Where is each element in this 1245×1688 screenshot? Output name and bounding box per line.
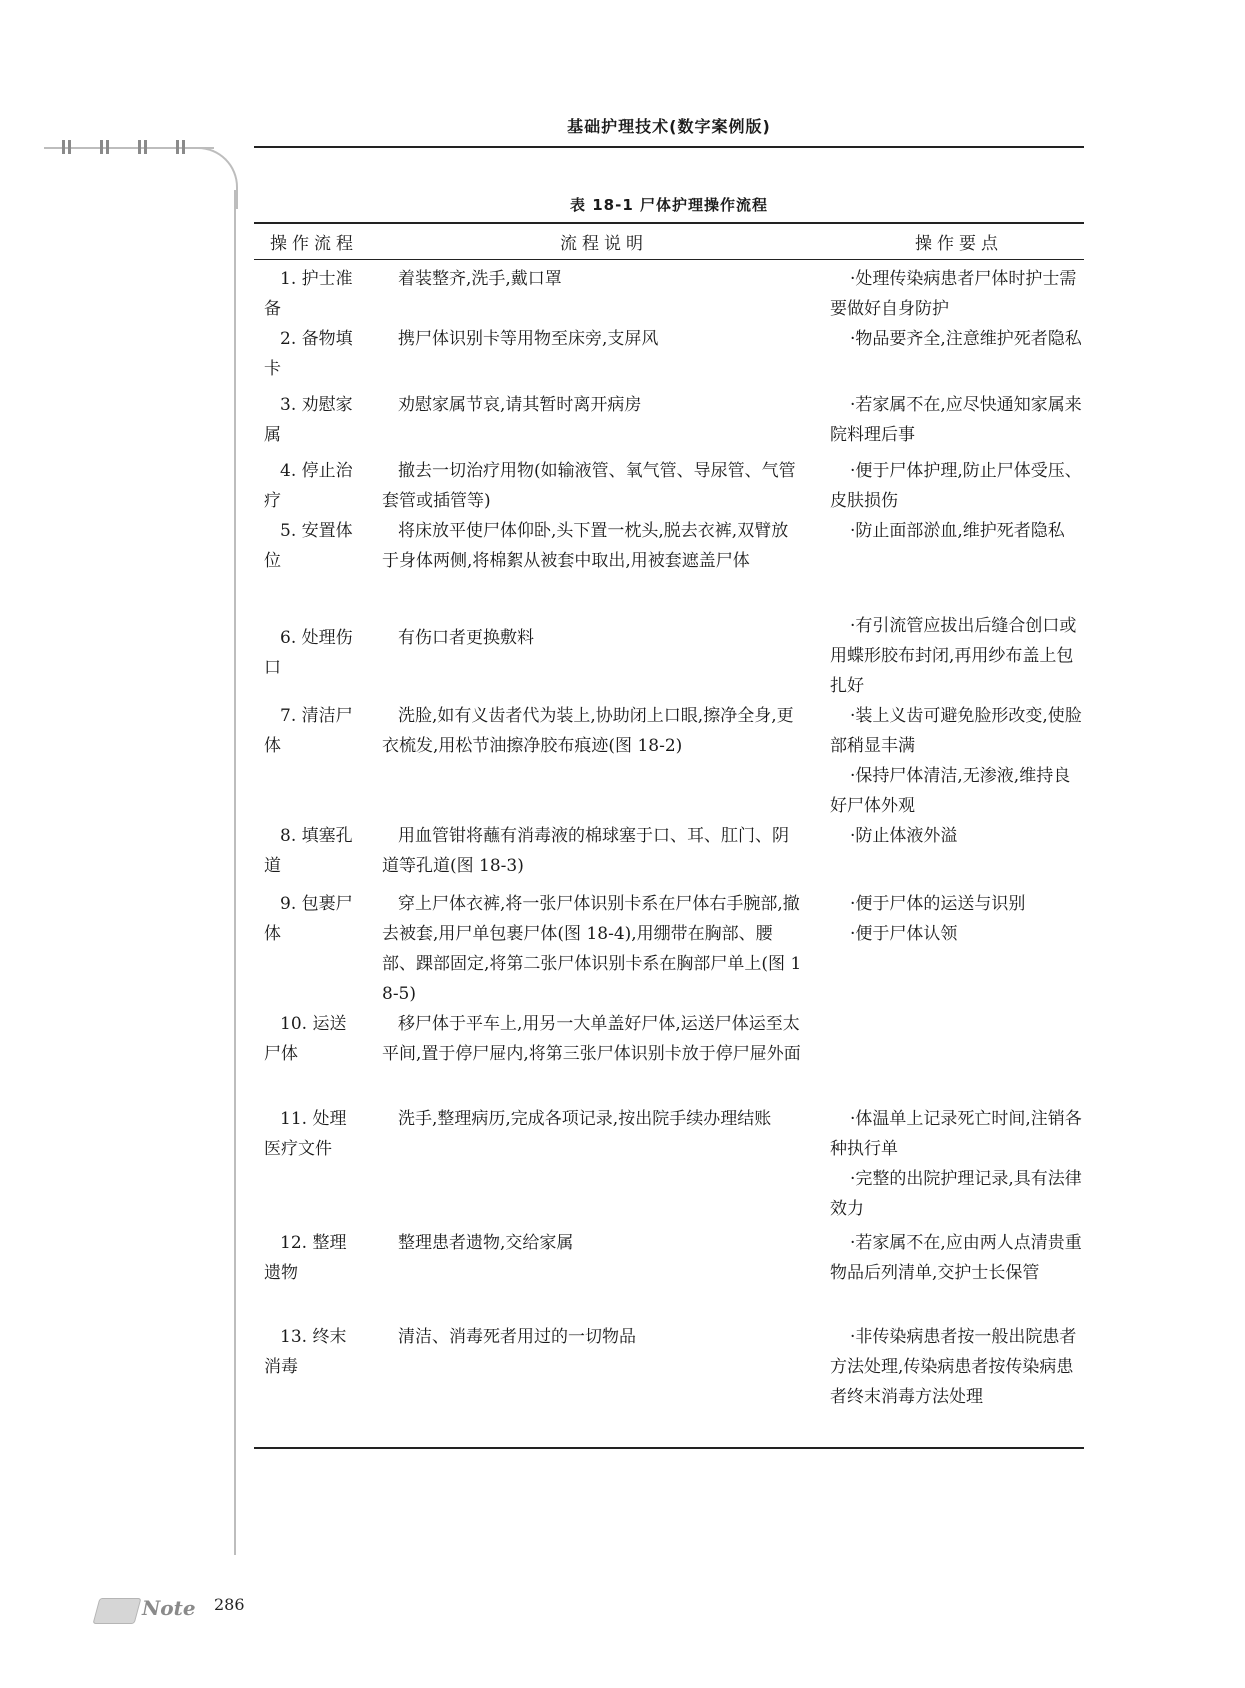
key-points-cell [830,1228,1082,1322]
key-points-cell [830,889,1082,1009]
key-point: ·若家属不在,应尽快通知家属来院料理后事 [830,395,1082,445]
key-points-cell [830,821,1082,889]
step-cell: 12. 整理遗物 [264,1233,347,1283]
table-row [254,821,1084,889]
step-cell: 8. 填塞孔道 [264,826,353,876]
description-cell: 穿上尸体衣裤,将一张尸体识别卡系在尸体右手腕部,撤去被套,用尸单包裹尸体(图 18-4),用绷带在胸部、腰部、踝部固定,将第二张尸体识别卡系在胸部尸单上(图 18-5) [382,894,802,1004]
margin-decoration-arc [186,147,238,209]
table-row [254,390,1084,456]
table-row [254,1104,1084,1228]
table-row [254,889,1084,1009]
page-number: 286 [214,1595,245,1614]
margin-vertical-rule [234,190,236,1555]
book-icon [93,1598,142,1624]
step-cell: 13. 终末消毒 [264,1327,347,1377]
column-header-step: 操作流程 [270,234,358,254]
key-points-cell [830,324,1082,390]
table-row [254,611,1084,701]
column-header-key-points: 操作要点 [915,234,1003,254]
key-point: ·防止面部淤血,维护死者隐私 [850,521,1065,541]
table-bottom-rule [254,1447,1084,1449]
table-row [254,1228,1084,1322]
key-points-cell [830,701,1082,821]
margin-decoration-bars [62,140,202,154]
step-cell: 6. 处理伤口 [264,628,353,678]
key-points-cell [830,1104,1082,1228]
step-cell: 10. 运送尸体 [264,1014,347,1064]
table-row [254,701,1084,821]
description-cell: 清洁、消毒死者用过的一切物品 [398,1327,636,1347]
description-cell: 劝慰家属节哀,请其暂时离开病房 [398,395,642,415]
description-cell: 撤去一切治疗用物(如输液管、氧气管、导尿管、气管套管或插管等) [382,461,796,511]
key-point: ·防止体液外溢 [850,826,958,846]
procedure-table [254,222,1084,1449]
column-header-description: 流程说明 [560,234,648,254]
key-points-cell [830,264,1082,324]
key-point: ·有引流管应拔出后缝合创口或用蝶形胶布封闭,再用纱布盖上包扎好 [830,616,1077,696]
table-row [254,1322,1084,1447]
key-points-cell [830,390,1082,456]
key-point: ·处理传染病患者尸体时护士需要做好自身防护 [830,269,1077,319]
table-row [254,260,1084,324]
key-point: ·若家属不在,应由两人点清贵重物品后列清单,交护士长保管 [830,1233,1082,1283]
note-label: Note [142,1596,196,1620]
key-point: ·体温单上记录死亡时间,注销各种执行单 [830,1109,1082,1159]
step-cell: 4. 停止治疗 [264,461,353,511]
key-point: ·便于尸体认领 [850,924,958,944]
table-row [254,1009,1084,1104]
key-point: ·装上义齿可避免脸形改变,使脸部稍显丰满 [830,706,1082,756]
table-header-row [254,224,1084,259]
header-rule [254,146,1084,148]
key-point: ·完整的出院护理记录,具有法律效力 [830,1169,1082,1219]
key-point: ·保持尸体清洁,无渗液,维持良好尸体外观 [830,766,1071,816]
step-cell: 5. 安置体位 [264,521,353,571]
step-cell: 7. 清洁尸体 [264,706,353,756]
key-point: ·非传染病患者按一般出院患者方法处理,传染病患者按传染病患者终末消毒方法处理 [830,1327,1077,1407]
description-cell: 洗脸,如有义齿者代为装上,协助闭上口眼,擦净全身,更衣梳发,用松节油擦净胶布痕迹(图 18-2) [382,706,794,756]
table-caption: 表 18-1 尸体护理操作流程 [570,196,768,214]
description-cell: 有伤口者更换敷料 [398,628,534,648]
step-cell: 11. 处理医疗文件 [264,1109,347,1159]
key-points-cell [830,1322,1082,1447]
table-row [254,516,1084,611]
table-row [254,324,1084,390]
key-points-cell [830,516,1082,611]
key-points-cell [830,456,1082,516]
note-logo [96,1588,206,1628]
key-points-cell [830,1009,1082,1104]
step-cell: 3. 劝慰家属 [264,395,353,445]
description-cell: 洗手,整理病历,完成各项记录,按出院手续办理结账 [398,1109,772,1129]
step-cell: 1. 护士准备 [264,269,353,319]
key-point: ·便于尸体护理,防止尸体受压、皮肤损伤 [830,461,1082,511]
step-cell: 9. 包裹尸体 [264,894,353,944]
key-point: ·便于尸体的运送与识别 [850,894,1026,914]
description-cell: 携尸体识别卡等用物至床旁,支屏风 [398,329,659,349]
key-point: ·物品要齐全,注意维护死者隐私 [850,329,1082,349]
table-row [254,456,1084,516]
description-cell: 用血管钳将蘸有消毒液的棉球塞于口、耳、肛门、阴道等孔道(图 18-3) [382,826,789,876]
description-cell: 移尸体于平车上,用另一大单盖好尸体,运送尸体运至太平间,置于停尸屉内,将第三张尸体识别卡放于停尸屉外面 [382,1014,801,1064]
description-cell: 将床放平使尸体仰卧,头下置一枕头,脱去衣裤,双臂放于身体两侧,将棉絮从被套中取出,用被套遮盖尸体 [382,521,789,571]
step-cell: 2. 备物填卡 [264,329,353,379]
running-header-title: 基础护理技术(数字案例版) [567,117,771,136]
key-points-cell [830,611,1082,701]
description-cell: 整理患者遗物,交给家属 [398,1233,574,1253]
description-cell: 着装整齐,洗手,戴口罩 [398,269,562,289]
